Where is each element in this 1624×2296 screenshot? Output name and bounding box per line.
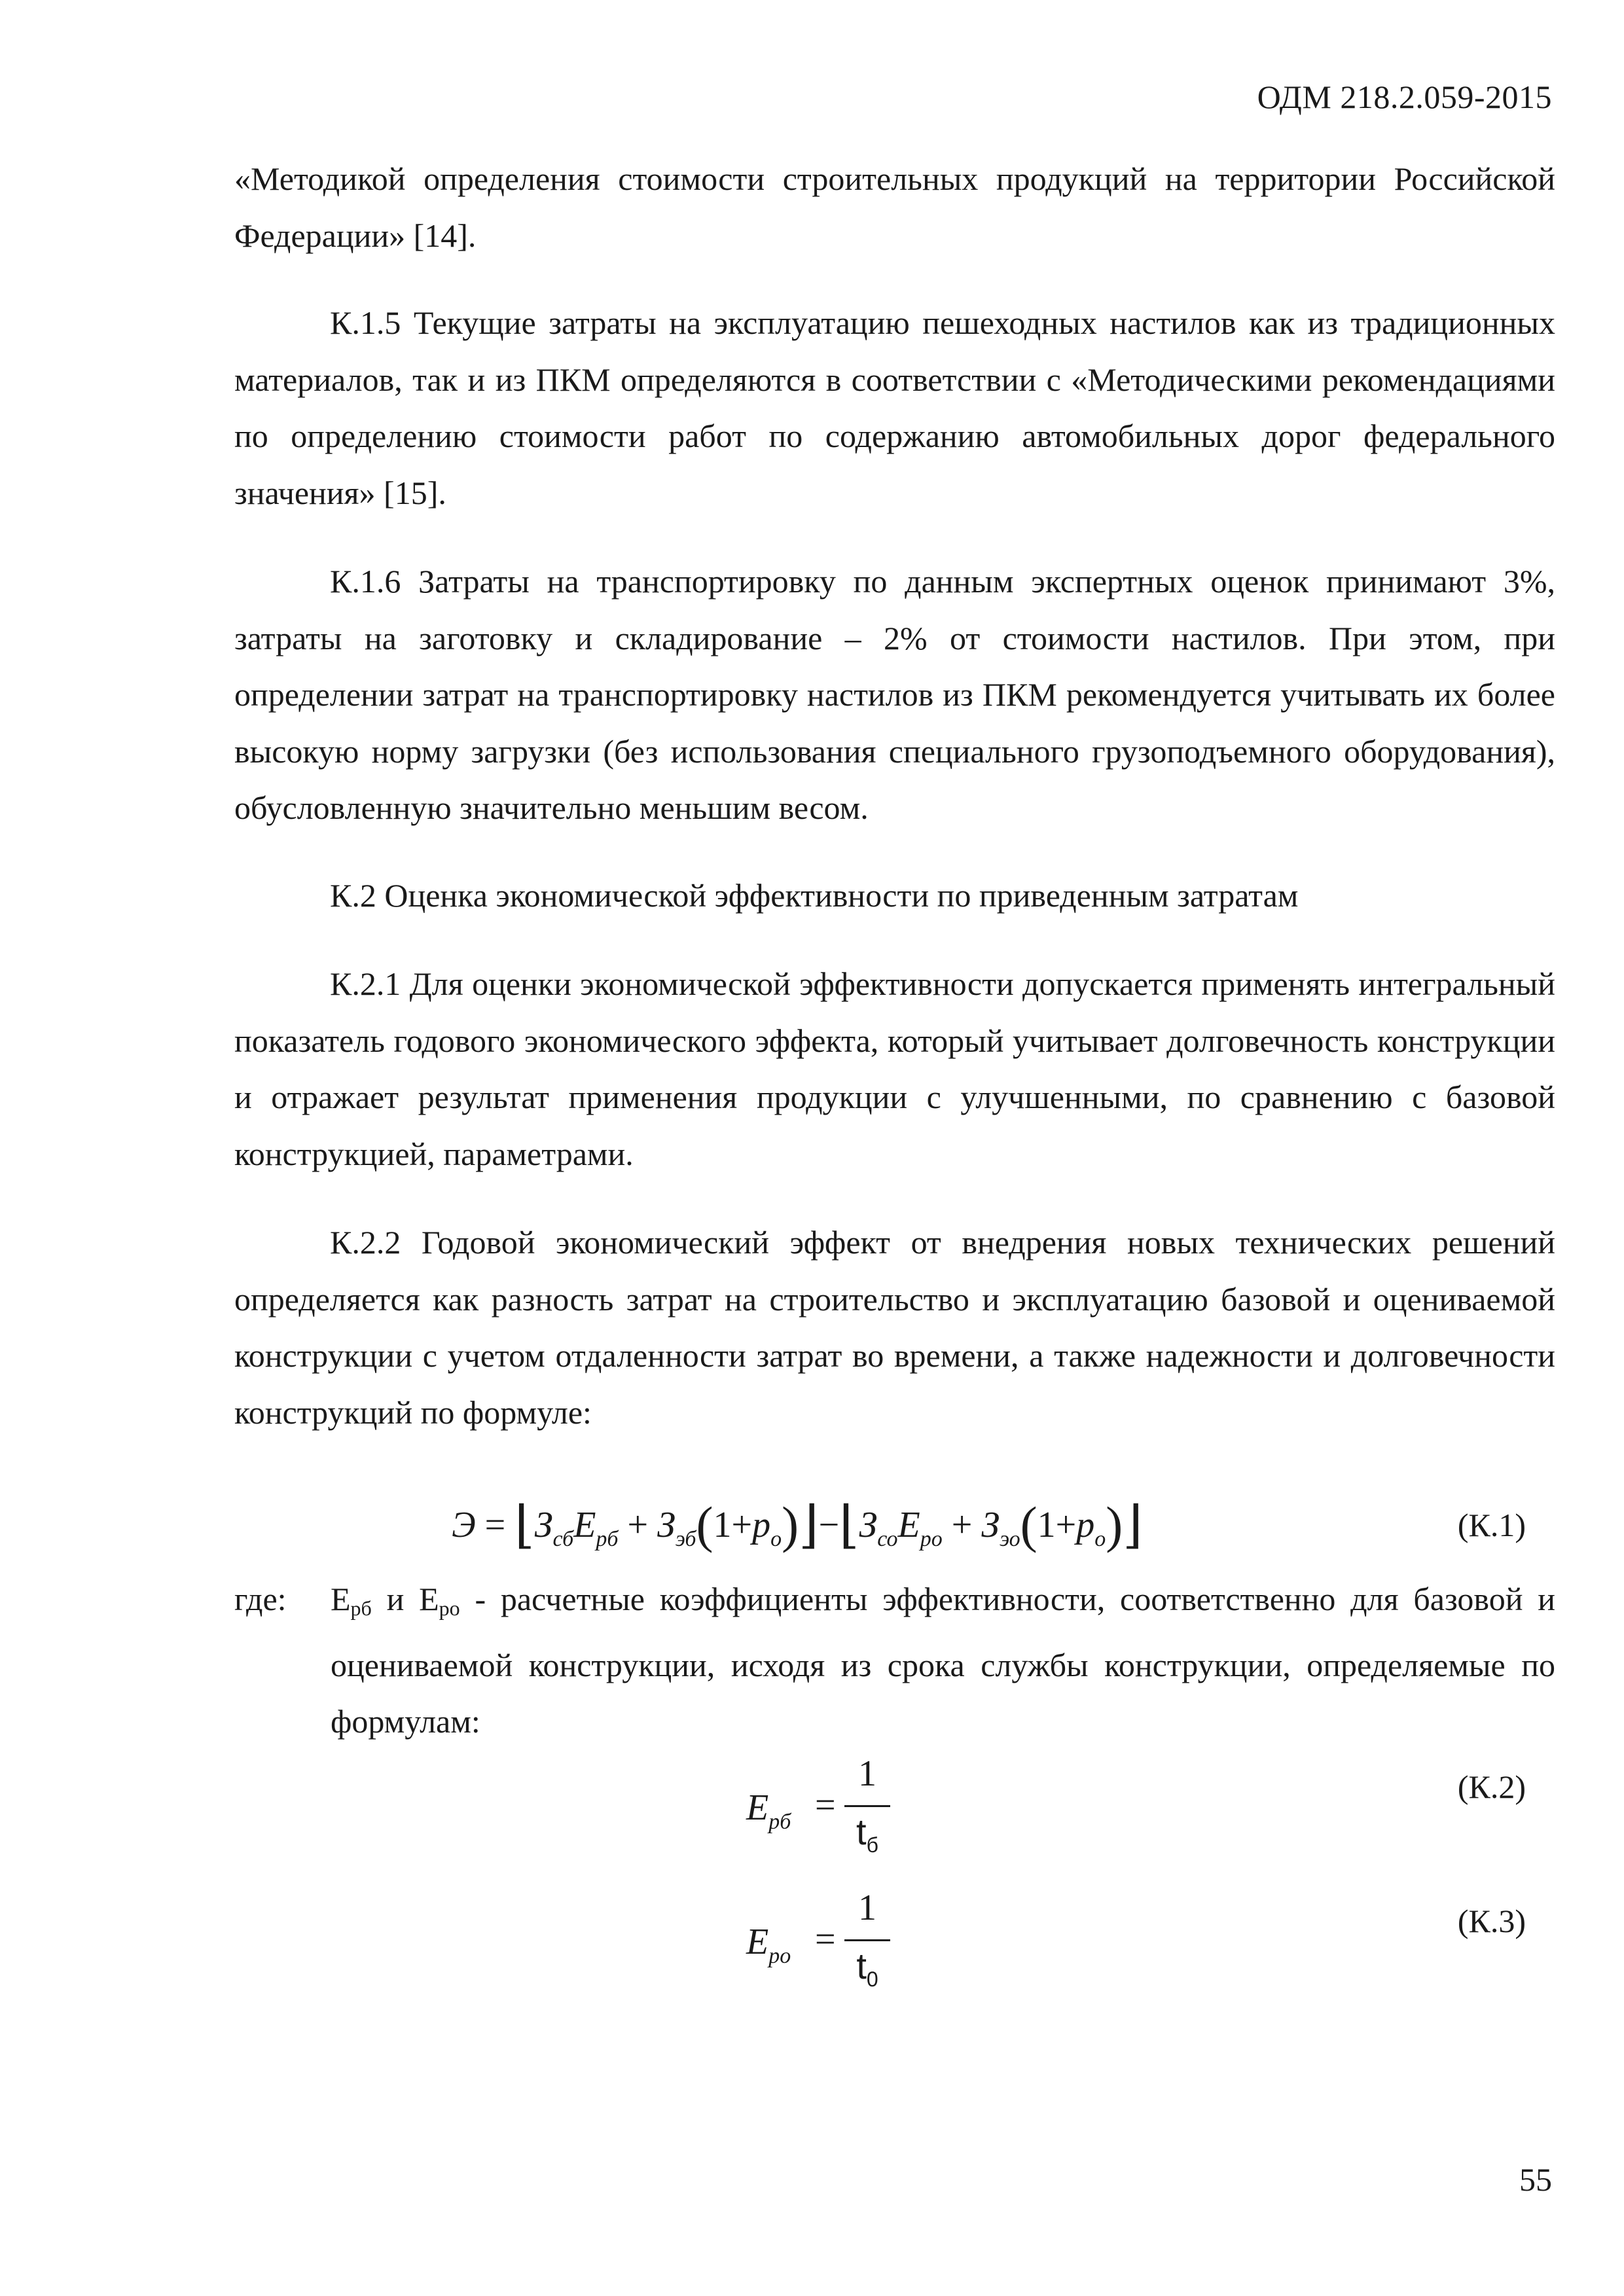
term-z-so-sub: со	[877, 1527, 898, 1551]
coef-e-ro: Е	[419, 1581, 439, 1617]
den-symbol: t	[856, 1811, 867, 1852]
formula-plus: +	[1055, 1505, 1077, 1545]
where-text: - расчетные коэффициенты эффективности, соответственно для базовой и оцениваемой конструкции, исходя из срока службы конструкции, определяемые по формулам:	[331, 1581, 1555, 1740]
and-word: и	[371, 1581, 420, 1617]
floor-bracket-open: ⌊	[839, 1496, 859, 1553]
formula-k-2	[746, 1753, 916, 1865]
formula-plus: +	[951, 1505, 973, 1545]
term-e-rb: E	[573, 1505, 596, 1545]
formula-k-1	[452, 1496, 1143, 1554]
formula-lhs: Э	[452, 1505, 476, 1545]
floor-bracket-close: ⌋	[1123, 1496, 1143, 1553]
formula-lhs	[746, 1921, 791, 1969]
den-sub: б	[866, 1833, 878, 1857]
document-code-header: ОДМ 218.2.059-2015	[1257, 79, 1552, 115]
formula-lhs	[746, 1787, 791, 1835]
fraction-numerator: 1	[858, 1753, 876, 1794]
term-e-ro-sub: ро	[920, 1527, 943, 1551]
term-p: p	[752, 1505, 771, 1545]
paragraph-k-2-2	[234, 1214, 1555, 1441]
fraction-denominator	[844, 1945, 890, 1992]
heading-text: К.2 Оценка экономической эффективности по приведенным затратам	[330, 877, 1299, 914]
term-one: 1	[713, 1505, 732, 1545]
paragraph-continuation: «Методикой определения стоимости строительных продукций на территории Российской Федерации» [14].	[234, 160, 1555, 254]
paren-open: (	[696, 1496, 713, 1553]
term-e-rb-sub: рб	[596, 1527, 619, 1551]
term-one: 1	[1037, 1505, 1056, 1545]
coef-e-ro-sub: ро	[439, 1596, 460, 1620]
formula-k-3	[746, 1888, 916, 2000]
paragraph-text: К.1.6 Затраты на транспортировку по данным экспертных оценок принимают 3%, затраты на заготовку и складирование – 2% от стоимости настилов. При этом, при определении затрат на транспортировку настилов из ПКМ рекомендуется учитывать их более высокую норму загрузки (без использования специального грузоподъемного оборудования), обусловленную значительно меньшим весом.	[234, 563, 1555, 826]
coef-e-rb: Е	[331, 1581, 351, 1617]
paragraph-text: К.2.1 Для оценки экономической эффективности допускается применять интегральный показатель годового экономического эффекта, который учитывает долговечность конструкции и отражает результат применения продукции с улучшенными, по сравнению с базовой конструкцией, параметрами.	[234, 965, 1555, 1172]
floor-bracket-open: ⌊	[514, 1496, 535, 1553]
equation-number-k-3: (К.3)	[1457, 1903, 1526, 1939]
coef-e-rb-sub: рб	[350, 1596, 372, 1620]
term-p-sub: о	[770, 1527, 782, 1551]
section-heading-k-2	[234, 867, 1555, 924]
page-number: 55	[1519, 2161, 1552, 2198]
formula-minus: −	[818, 1505, 840, 1545]
paragraph-k-2-1	[234, 956, 1555, 1182]
term-e-ro: E	[897, 1505, 920, 1545]
formula-equals: =	[484, 1505, 506, 1545]
term-z-sb: З	[534, 1505, 553, 1545]
fraction-bar	[844, 1805, 890, 1807]
term-p-sub: о	[1094, 1527, 1106, 1551]
paragraph-text: К.2.2 Годовой экономический эффект от внедрения новых технических решений определяется как разность затрат на строительство и эксплуатацию базовой и оцениваемой конструкции с учетом отдаленности затрат во времени, а также надежности и долговечности конструкций по формуле:	[234, 1224, 1555, 1431]
equation-number-k-1: (К.1)	[1457, 1507, 1526, 1543]
term-z-so: З	[859, 1505, 878, 1545]
fraction-numerator: 1	[858, 1888, 876, 1928]
formula-equals: =	[815, 1785, 836, 1825]
fraction-denominator	[844, 1810, 890, 1857]
lhs-sub: ро	[768, 1944, 791, 1968]
equation-number-k-2: (К.2)	[1457, 1768, 1526, 1805]
lhs-symbol: E	[746, 1922, 769, 1962]
paragraph-k-1-5	[234, 295, 1555, 521]
term-z-eb: З	[657, 1505, 676, 1545]
paragraph-text: К.1.5 Текущие затраты на эксплуатацию пешеходных настилов как из традиционных материалов, так и из ПКМ определяются в соответствии с «Методическими рекомендациями по определению стоимости работ по содержанию автомобильных дорог федерального значения» [15].	[234, 304, 1555, 511]
floor-bracket-close: ⌋	[799, 1496, 819, 1553]
term-z-sb-sub: сб	[552, 1527, 574, 1551]
term-z-eo-sub: эо	[1000, 1527, 1020, 1551]
lhs-sub: рб	[768, 1810, 791, 1834]
formula-equals: =	[815, 1919, 836, 1960]
paren-close: )	[1106, 1496, 1123, 1553]
term-p: p	[1076, 1505, 1095, 1545]
den-sub: 0	[866, 1967, 878, 1991]
term-z-eb-sub: эб	[675, 1527, 696, 1551]
fraction-bar	[844, 1939, 890, 1941]
formula-plus: +	[731, 1505, 753, 1545]
paren-close: )	[782, 1496, 799, 1553]
term-z-eo: З	[981, 1505, 1000, 1545]
lhs-symbol: E	[746, 1787, 769, 1828]
where-label: где:	[234, 1581, 287, 1617]
den-symbol: t	[856, 1945, 867, 1986]
where-description	[331, 1571, 1555, 1750]
formula-plus: +	[627, 1505, 649, 1545]
paragraph-k-1-6	[234, 553, 1555, 836]
paren-open: (	[1020, 1496, 1038, 1553]
